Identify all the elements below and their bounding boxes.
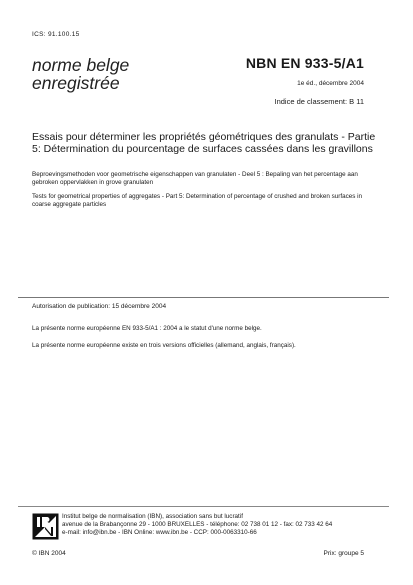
institute-name: Institut belge de normalisation (IBN), association sans but lucratif	[62, 513, 243, 520]
ics-code: ICS: 91.100.15	[32, 31, 80, 38]
publication-authorization: Autorisation de publication: 15 décembre 2004	[32, 303, 167, 310]
title-english: Tests for geometrical properties of aggregates - Part 5: Determination of percentage of crushed and broken surfaces in coarse aggregate particles	[32, 193, 363, 208]
title-french: Essais pour déterminer les propriétés géométriques des granulats - Partie 5: Détermination du pourcentage de surfaces cassées dans les gravillons	[32, 131, 376, 155]
price-group: Prix: groupe 5	[323, 550, 364, 557]
institute-contact: e-mail: info@ibn.be - IBN Online: www.ibn.be - CCP: 000-0063310-66	[62, 529, 257, 537]
brand-line-2: enregistrée	[32, 73, 120, 93]
institute-info	[62, 513, 332, 538]
edition: 1e éd., décembre 2004	[297, 80, 364, 87]
title-dutch: Beproevingsmethoden voor geometrische eigenschappen van granulaten - Deel 5 : Bepaling van het percentage aan gebroken oppervlakken in grove granulaten	[32, 171, 358, 186]
brand-title	[32, 56, 129, 92]
status-note: La présente norme européenne EN 933-5/A1 : 2004 a le statut d'une norme belge.	[32, 325, 262, 332]
copyright: © IBN 2004	[32, 550, 66, 557]
classification-index: Indice de classement: B 11	[274, 97, 364, 106]
brand-line-1: norme belge	[32, 55, 130, 75]
footer-divider	[18, 506, 389, 507]
standard-number: NBN EN 933-5/A1	[245, 55, 364, 71]
versions-note: La présente norme européenne existe en trois versions officielles (allemand, anglais, français).	[32, 342, 296, 349]
institute-address: avenue de la Brabançonne 29 - 1000 BRUXELLES - téléphone: 02 738 01 12 - fax: 02 733 42 64	[62, 521, 333, 529]
ibn-logo-icon	[32, 513, 59, 540]
